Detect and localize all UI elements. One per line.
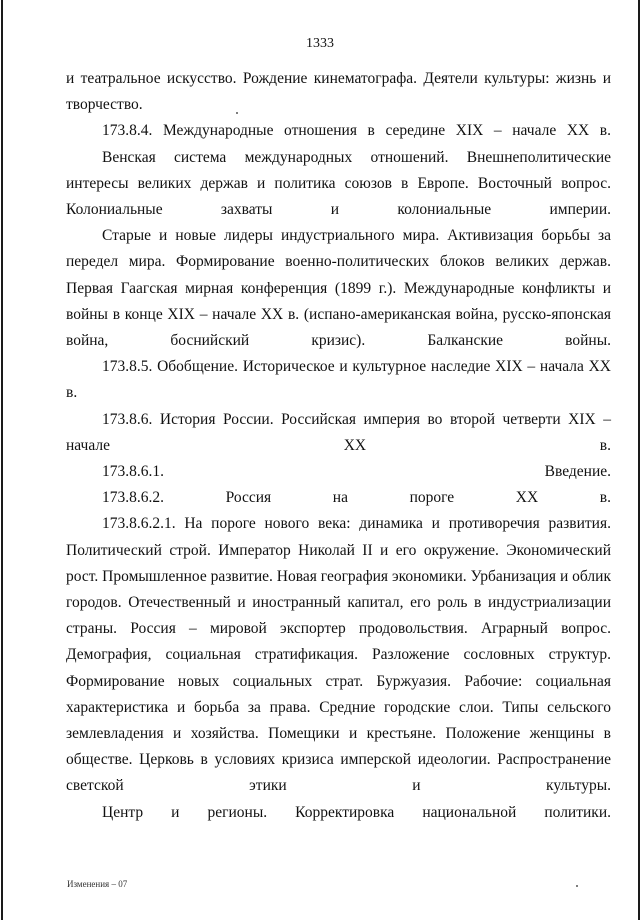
page-number: 1333 <box>306 36 334 51</box>
scan-speck <box>576 885 578 887</box>
paragraph-vienna-system: Венская система международных отношений. Внешнеполитические интересы великих держав и политика союзов в Европе. Восточный вопрос. Колониальные захваты и колониальные империи. <box>66 148 611 219</box>
scan-border-left <box>1 0 3 920</box>
paragraph-continuation: и театральное искусство. Рождение кинематографа. Деятели культуры: жизнь и творчество. <box>66 70 611 114</box>
document-body <box>66 66 611 826</box>
scan-speck <box>236 112 238 114</box>
paragraph-173-8-6-2-1: 173.8.6.2.1. На пороге нового века: динамика и противоречия развития. Политический строй. Император Николай II и его окружение. Экономический рост. Промышленное развитие. Новая география экономики. Урбанизация и облик городов. Отечественный и иностранный капитал, его роль в индустриализации страны. Россия – мировой экспортер продовольствия. Аграрный вопрос. Демография, социальная стратификация. Разложение сословных структур. Формирование новых социальных страт. Буржуазия. Рабочие: социальная характеристика и борьба за права. Средние городские слои. Типы сельского землевладения и хозяйства. Помещики и крестьяне. Положение женщины в обществе. Церковь в условиях кризиса имперской идеологии. Распространение светской этики и культуры. <box>66 515 611 795</box>
section-heading-173-8-4: 173.8.4. Международные отношения в середине XIX – начале XX в. <box>102 122 611 140</box>
paragraph-center-regions: Центр и регионы. Корректировка национальной политики. <box>102 803 611 821</box>
section-heading-173-8-6: 173.8.6. История России. Российская империя во второй четверти XIX – начале XX в. <box>66 410 611 454</box>
section-heading-173-8-5: 173.8.5. Обобщение. Историческое и культурное наследие XIX – начала XX в. <box>66 358 611 402</box>
footer-revision-note: Изменения – 07 <box>67 879 128 889</box>
section-heading-173-8-6-1: 173.8.6.1. Введение. <box>102 463 611 481</box>
paragraph-industrial-leaders: Старые и новые лидеры индустриального мира. Активизация борьбы за передел мира. Формирование военно-политических блоков великих держав. Первая Гаагская мирная конференция (1899 г.). Международные конфликты и войны в конце XIX – начале XX в. (испано-американская война, русско-японская война, боснийский кризис). Балканские войны. <box>66 227 611 350</box>
section-heading-173-8-6-2: 173.8.6.2. Россия на пороге XX в. <box>102 489 611 507</box>
